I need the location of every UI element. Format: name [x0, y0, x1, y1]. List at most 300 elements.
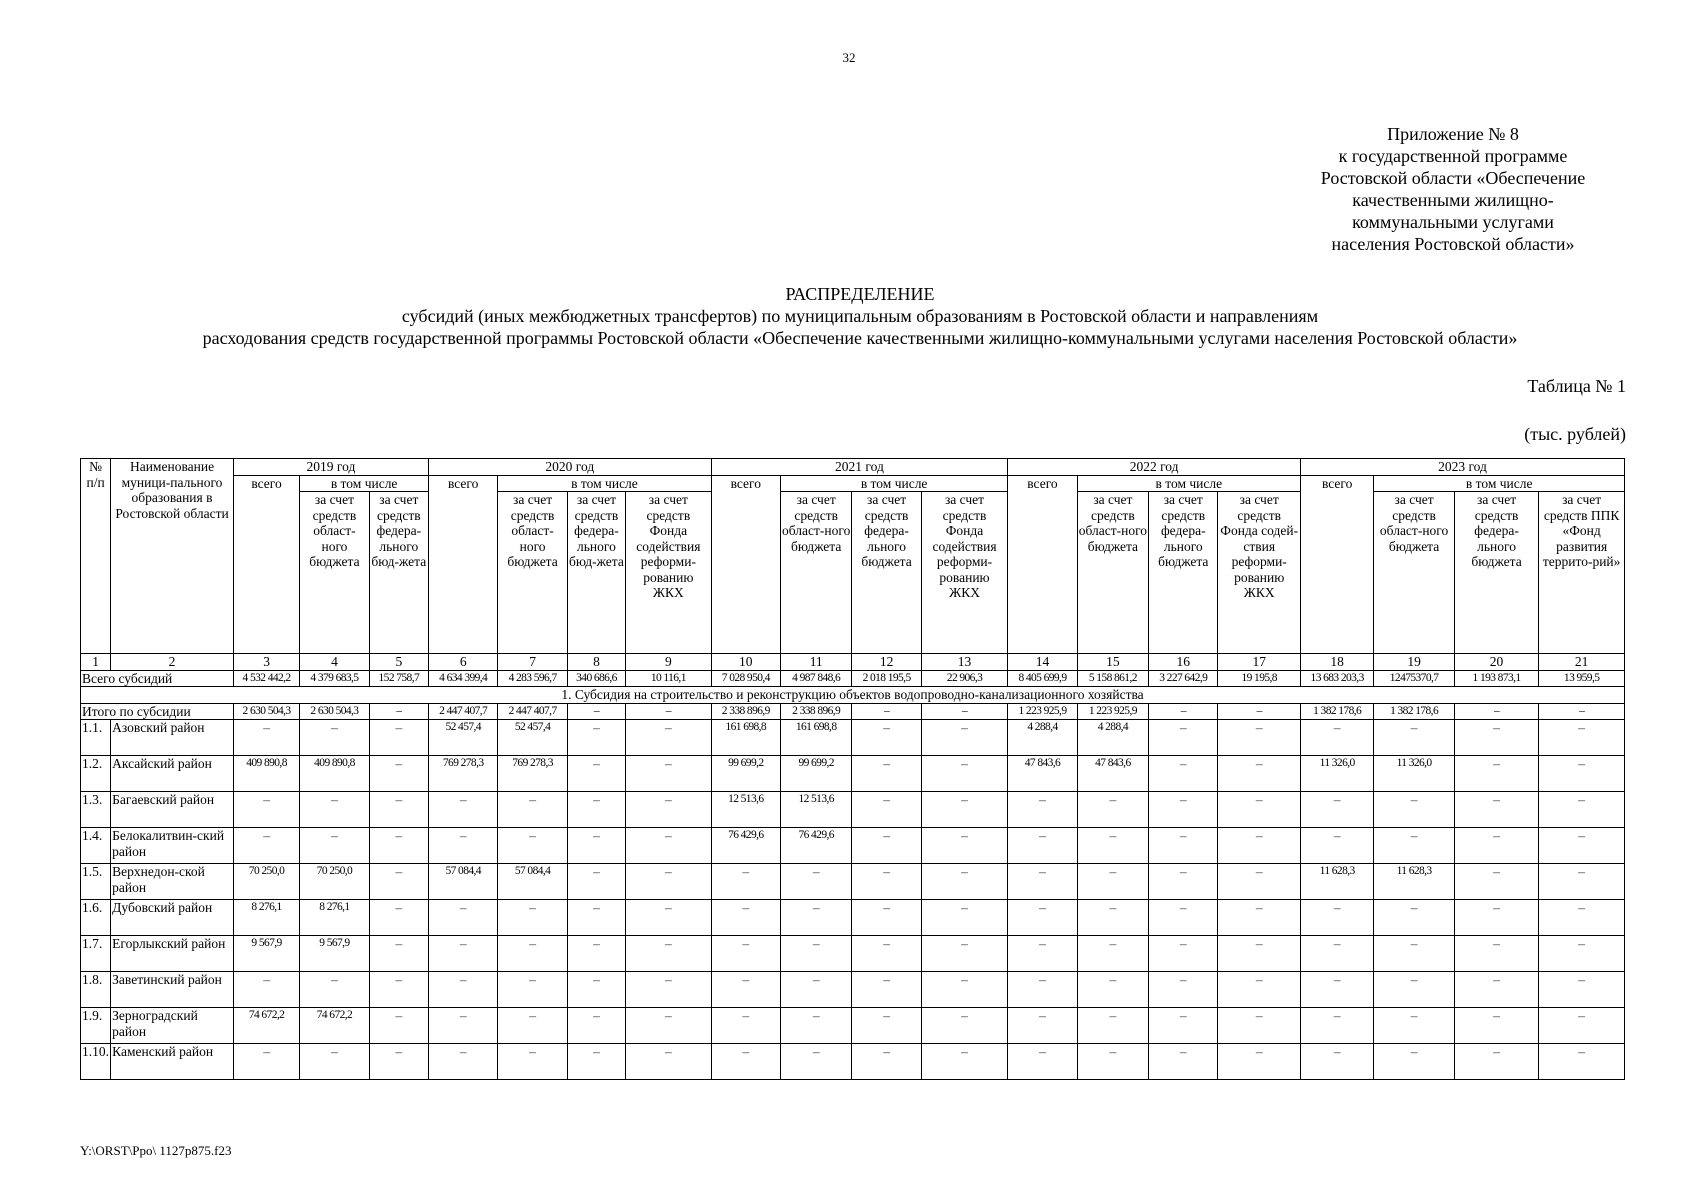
cell-value: –	[300, 828, 369, 864]
total-value: 5 158 861,2	[1077, 670, 1148, 687]
column-number: 12	[852, 654, 921, 671]
header-total: всего	[1008, 475, 1077, 654]
cell-value: –	[852, 936, 921, 972]
cell-value: –	[1374, 1008, 1454, 1044]
cell-value: –	[1218, 900, 1300, 936]
column-number: 13	[921, 654, 1008, 671]
table-row	[81, 720, 1625, 756]
cell-value: –	[1218, 972, 1300, 1008]
column-number: 1	[81, 654, 111, 671]
units-label: (тыс. рублей)	[1524, 424, 1626, 444]
cell-value: –	[1454, 972, 1538, 1008]
cell-value: –	[567, 972, 625, 1008]
cell-value: –	[1374, 900, 1454, 936]
cell-value: –	[626, 720, 711, 756]
header-year: 2021 год	[711, 459, 1008, 476]
cell-value: –	[921, 900, 1008, 936]
cell-value: –	[1539, 828, 1625, 864]
header-name: Наименование муници-пального образования в Ростовской области	[111, 459, 234, 654]
cell-value: –	[921, 792, 1008, 828]
column-number: 10	[711, 654, 780, 671]
header-total: всего	[1300, 475, 1373, 654]
cell-value: –	[369, 864, 428, 900]
cell-value: –	[626, 1008, 711, 1044]
cell-value: –	[1454, 936, 1538, 972]
cell-value: 47 843,6	[1008, 756, 1077, 792]
cell-value: –	[1539, 864, 1625, 900]
table-row	[81, 936, 1625, 972]
header-total: всего	[429, 475, 498, 654]
total-value: 13 959,5	[1539, 670, 1625, 687]
cell-value: 769 278,3	[498, 756, 567, 792]
section-total-value: –	[1218, 703, 1300, 720]
cell-value: –	[1539, 972, 1625, 1008]
cell-value: –	[1149, 864, 1218, 900]
total-value: 4 379 683,5	[300, 670, 369, 687]
cell-value: –	[1077, 1044, 1148, 1080]
cell-value: –	[921, 864, 1008, 900]
total-value: 2 018 195,5	[852, 670, 921, 687]
cell-value: 12 513,6	[711, 792, 780, 828]
cell-value: –	[300, 720, 369, 756]
municipality-name: Дубовский район	[111, 900, 234, 936]
annex-line: населения Ростовской области»	[1331, 234, 1575, 254]
cell-value: 8 276,1	[233, 900, 299, 936]
cell-value: 11 628,3	[1374, 864, 1454, 900]
cell-value: –	[1149, 900, 1218, 936]
header-federal: за счет средств федера-льного бюджета	[852, 492, 921, 654]
cell-value: –	[1149, 936, 1218, 972]
header-row-groups	[81, 475, 1625, 492]
section-total-value: 1 223 925,9	[1077, 703, 1148, 720]
header-incl: в том числе	[1077, 475, 1300, 492]
cell-value: –	[369, 900, 428, 936]
cell-value: –	[852, 720, 921, 756]
cell-value: 47 843,6	[1077, 756, 1148, 792]
total-value: 4 634 399,4	[429, 670, 498, 687]
row-number: 1.5.	[81, 864, 111, 900]
cell-value: –	[498, 1008, 567, 1044]
table-number: Таблица № 1	[1527, 376, 1626, 396]
cell-value: –	[852, 792, 921, 828]
cell-value: –	[711, 864, 780, 900]
cell-value: –	[1008, 972, 1077, 1008]
header-federal: за счет средств федера-льного бюд-жета	[567, 492, 625, 654]
section-total-value: 1 382 178,6	[1300, 703, 1373, 720]
cell-value: –	[1374, 720, 1454, 756]
cell-value: –	[1218, 1044, 1300, 1080]
cell-value: –	[300, 792, 369, 828]
cell-value: –	[1539, 1044, 1625, 1080]
cell-value: –	[1008, 792, 1077, 828]
cell-value: –	[567, 828, 625, 864]
municipality-name: Заветинский район	[111, 972, 234, 1008]
cell-value: –	[1149, 1008, 1218, 1044]
total-value: 4 987 848,6	[780, 670, 851, 687]
title-line: расходования средств государственной программы Ростовской области «Обеспечение качественными жилищно-коммунальными услугами населения Ростовской области»	[202, 328, 1518, 348]
header-fund: за счет средств Фонда содействия реформи-рованию ЖКХ	[921, 492, 1008, 654]
cell-value: –	[1454, 1008, 1538, 1044]
cell-value: –	[1077, 1008, 1148, 1044]
municipality-name: Багаевский район	[111, 792, 234, 828]
cell-value: –	[1077, 936, 1148, 972]
row-number: 1.6.	[81, 900, 111, 936]
cell-value: –	[1539, 936, 1625, 972]
title-line: РАСПРЕДЕЛЕНИЕ	[785, 284, 935, 304]
subsidy-table	[80, 458, 1625, 1080]
column-numbers-row	[81, 654, 1625, 671]
column-number: 17	[1218, 654, 1300, 671]
cell-value: –	[1539, 792, 1625, 828]
cell-value: –	[852, 1044, 921, 1080]
cell-value: –	[369, 792, 428, 828]
cell-value: –	[780, 900, 851, 936]
section-total-value: –	[921, 703, 1008, 720]
total-label: Всего субсидий	[81, 670, 234, 687]
cell-value: –	[1218, 864, 1300, 900]
cell-value: –	[1454, 720, 1538, 756]
page-number: 32	[842, 50, 856, 65]
cell-value: –	[1539, 756, 1625, 792]
annex-line: коммунальными услугами	[1352, 212, 1554, 232]
cell-value: –	[1539, 720, 1625, 756]
row-number: 1.1.	[81, 720, 111, 756]
header-row-years	[81, 459, 1625, 476]
cell-value: –	[1539, 900, 1625, 936]
cell-value: –	[429, 1044, 498, 1080]
cell-value: –	[626, 756, 711, 792]
section-total-value: 1 223 925,9	[1008, 703, 1077, 720]
cell-value: 409 890,8	[233, 756, 299, 792]
total-value: 340 686,6	[567, 670, 625, 687]
column-number: 9	[626, 654, 711, 671]
section-total-value: 2 338 896,9	[780, 703, 851, 720]
cell-value: 70 250,0	[233, 864, 299, 900]
total-value: 1 193 873,1	[1454, 670, 1538, 687]
cell-value: –	[1374, 936, 1454, 972]
header-regional: за счет средств област-ного бюджета	[1077, 492, 1148, 654]
total-value: 4 532 442,2	[233, 670, 299, 687]
column-number: 21	[1539, 654, 1625, 671]
section-total-value: 2 338 896,9	[711, 703, 780, 720]
cell-value: –	[498, 1044, 567, 1080]
cell-value: 161 698,8	[780, 720, 851, 756]
cell-value: –	[233, 792, 299, 828]
cell-value: –	[1008, 900, 1077, 936]
cell-value: –	[626, 972, 711, 1008]
cell-value: 76 429,6	[711, 828, 780, 864]
cell-value: –	[1008, 1044, 1077, 1080]
section-total-value: 2 630 504,3	[300, 703, 369, 720]
annex-line: Приложение № 8	[1387, 124, 1519, 144]
cell-value: –	[1300, 936, 1373, 972]
cell-value: –	[498, 936, 567, 972]
cell-value: –	[369, 828, 428, 864]
municipality-name: Зерноградский район	[111, 1008, 234, 1044]
cell-value: –	[1218, 936, 1300, 972]
cell-value: –	[567, 1044, 625, 1080]
cell-value: –	[1374, 972, 1454, 1008]
column-number: 4	[300, 654, 369, 671]
cell-value: 769 278,3	[429, 756, 498, 792]
cell-value: –	[300, 1044, 369, 1080]
header-total: всего	[233, 475, 299, 654]
cell-value: –	[852, 972, 921, 1008]
cell-value: –	[852, 756, 921, 792]
table-row	[81, 972, 1625, 1008]
cell-value: –	[852, 900, 921, 936]
header-incl: в том числе	[498, 475, 711, 492]
cell-value: –	[567, 864, 625, 900]
header-federal: за счет средств федера-льного бюд-жета	[369, 492, 428, 654]
total-value: 10 116,1	[626, 670, 711, 687]
column-number: 20	[1454, 654, 1538, 671]
table-row	[81, 1008, 1625, 1044]
cell-value: –	[1149, 972, 1218, 1008]
header-year: 2023 год	[1300, 459, 1624, 476]
section-total-value: 2 447 407,7	[498, 703, 567, 720]
cell-value: –	[1454, 828, 1538, 864]
cell-value: –	[1008, 936, 1077, 972]
cell-value: –	[498, 828, 567, 864]
cell-value: –	[369, 936, 428, 972]
cell-value: –	[1008, 864, 1077, 900]
header-regional: за счет средств област-ного бюджета	[498, 492, 567, 654]
cell-value: –	[1454, 792, 1538, 828]
cell-value: 57 084,4	[498, 864, 567, 900]
cell-value: –	[921, 756, 1008, 792]
cell-value: –	[626, 900, 711, 936]
municipality-name: Верхнедон-ской район	[111, 864, 234, 900]
table-row	[81, 864, 1625, 900]
section-total-value: –	[567, 703, 625, 720]
cell-value: –	[1218, 828, 1300, 864]
column-number: 7	[498, 654, 567, 671]
header-fund: за счет средств Фонда содействия реформи-рованию ЖКХ	[626, 492, 711, 654]
municipality-name: Егорлыкский район	[111, 936, 234, 972]
municipality-name: Белокалитвин-ский район	[111, 828, 234, 864]
cell-value: –	[567, 936, 625, 972]
column-number: 2	[111, 654, 234, 671]
cell-value: –	[1077, 864, 1148, 900]
cell-value: –	[626, 828, 711, 864]
cell-value: –	[626, 792, 711, 828]
municipality-name: Азовский район	[111, 720, 234, 756]
cell-value: –	[369, 1044, 428, 1080]
header-federal: за счет средств федера-льного бюджета	[1454, 492, 1538, 654]
row-number: 1.9.	[81, 1008, 111, 1044]
cell-value: –	[780, 936, 851, 972]
cell-value: –	[369, 720, 428, 756]
section-total-value: –	[1539, 703, 1625, 720]
cell-value: 11 326,0	[1374, 756, 1454, 792]
header-incl: в том числе	[780, 475, 1007, 492]
column-number: 18	[1300, 654, 1373, 671]
cell-value: 409 890,8	[300, 756, 369, 792]
column-number: 11	[780, 654, 851, 671]
section-row	[81, 687, 1625, 704]
cell-value: –	[233, 972, 299, 1008]
cell-value: 52 457,4	[429, 720, 498, 756]
title-line: субсидий (иных межбюджетных трансфертов) по муниципальным образованиям в Ростовской области и направлениям	[401, 306, 1319, 326]
cell-value: –	[1149, 792, 1218, 828]
header-ppk: за счет средств ППК «Фонд развития террито-рий»	[1539, 492, 1625, 654]
section-total-value: –	[1454, 703, 1538, 720]
column-number: 19	[1374, 654, 1454, 671]
cell-value: –	[567, 792, 625, 828]
total-value: 13 683 203,3	[1300, 670, 1373, 687]
cell-value: –	[369, 1008, 428, 1044]
cell-value: –	[233, 828, 299, 864]
table-row	[81, 1044, 1625, 1080]
cell-value: –	[1300, 1044, 1373, 1080]
row-number: 1.3.	[81, 792, 111, 828]
cell-value: –	[300, 972, 369, 1008]
header-year: 2019 год	[233, 459, 428, 476]
total-value: 7 028 950,4	[711, 670, 780, 687]
section-total-value: 2 630 504,3	[233, 703, 299, 720]
cell-value: –	[780, 1044, 851, 1080]
cell-value: –	[780, 972, 851, 1008]
cell-value: –	[852, 864, 921, 900]
total-value: 19 195,8	[1218, 670, 1300, 687]
cell-value: 57 084,4	[429, 864, 498, 900]
cell-value: –	[1374, 1044, 1454, 1080]
cell-value: –	[852, 1008, 921, 1044]
cell-value: –	[567, 720, 625, 756]
annex-line: Ростовской области «Обеспечение	[1320, 168, 1586, 188]
total-value: 12475370,7	[1374, 670, 1454, 687]
cell-value: 99 699,2	[711, 756, 780, 792]
row-number: 1.10.	[81, 1044, 111, 1080]
header-incl: в том числе	[1374, 475, 1625, 492]
header-num: № п/п	[81, 459, 111, 654]
cell-value: –	[780, 864, 851, 900]
cell-value: –	[1300, 972, 1373, 1008]
cell-value: –	[921, 972, 1008, 1008]
column-number: 14	[1008, 654, 1077, 671]
cell-value: –	[233, 720, 299, 756]
section-total-value: –	[852, 703, 921, 720]
cell-value: 11 326,0	[1300, 756, 1373, 792]
cell-value: –	[711, 972, 780, 1008]
cell-value: –	[1454, 1044, 1538, 1080]
cell-value: –	[1218, 756, 1300, 792]
cell-value: –	[498, 792, 567, 828]
cell-value: –	[1149, 828, 1218, 864]
cell-value: –	[1454, 900, 1538, 936]
cell-value: –	[233, 1044, 299, 1080]
cell-value: –	[1300, 1008, 1373, 1044]
cell-value: 52 457,4	[498, 720, 567, 756]
column-number: 15	[1077, 654, 1148, 671]
cell-value: –	[852, 828, 921, 864]
cell-value: –	[711, 936, 780, 972]
cell-value: –	[1218, 792, 1300, 828]
total-value: 3 227 642,9	[1149, 670, 1218, 687]
header-row-sources	[81, 492, 1625, 654]
table-row	[81, 792, 1625, 828]
row-number: 1.8.	[81, 972, 111, 1008]
total-value: 8 405 699,9	[1008, 670, 1077, 687]
cell-value: –	[1539, 1008, 1625, 1044]
cell-value: –	[429, 828, 498, 864]
document-title	[80, 283, 1640, 349]
cell-value: –	[498, 900, 567, 936]
section-title: 1. Субсидия на строительство и реконструкцию объектов водопроводно-канализационного хозяйства	[81, 687, 1625, 704]
cell-value: –	[1149, 720, 1218, 756]
section-total-value: 1 382 178,6	[1374, 703, 1454, 720]
section-total-value: –	[1149, 703, 1218, 720]
file-path-footer: Y:\ORST\Ppo\ 1127p875.f23	[80, 1143, 232, 1158]
cell-value: 9 567,9	[300, 936, 369, 972]
cell-value: –	[711, 900, 780, 936]
cell-value: 74 672,2	[233, 1008, 299, 1044]
cell-value: –	[921, 936, 1008, 972]
cell-value: –	[1300, 900, 1373, 936]
section-total-value: 2 447 407,7	[429, 703, 498, 720]
cell-value: –	[1077, 900, 1148, 936]
cell-value: –	[1077, 792, 1148, 828]
column-number: 6	[429, 654, 498, 671]
cell-value: 12 513,6	[780, 792, 851, 828]
header-year: 2020 год	[429, 459, 712, 476]
column-number: 5	[369, 654, 428, 671]
cell-value: –	[921, 1008, 1008, 1044]
section-total-label: Итого по субсидии	[81, 703, 234, 720]
municipality-name: Каменский район	[111, 1044, 234, 1080]
header-year: 2022 год	[1008, 459, 1301, 476]
header-regional: за счет средств област-ного бюджета	[300, 492, 369, 654]
total-row	[81, 670, 1625, 687]
header-fund: за счет средств Фонда содей-ствия реформи-рованию ЖКХ	[1218, 492, 1300, 654]
cell-value: –	[1218, 720, 1300, 756]
cell-value: –	[626, 864, 711, 900]
cell-value: –	[921, 720, 1008, 756]
cell-value: –	[429, 792, 498, 828]
cell-value: –	[498, 972, 567, 1008]
cell-value: –	[429, 936, 498, 972]
cell-value: 76 429,6	[780, 828, 851, 864]
header-federal: за счет средств федера-льного бюджета	[1149, 492, 1218, 654]
table-row	[81, 756, 1625, 792]
cell-value: –	[626, 936, 711, 972]
cell-value: –	[780, 1008, 851, 1044]
annex-line: к государственной программе	[1338, 146, 1568, 166]
cell-value: –	[1374, 792, 1454, 828]
cell-value: –	[369, 756, 428, 792]
total-value: 4 283 596,7	[498, 670, 567, 687]
cell-value: –	[429, 1008, 498, 1044]
table-row	[81, 900, 1625, 936]
cell-value: 9 567,9	[233, 936, 299, 972]
cell-value: –	[567, 900, 625, 936]
header-regional: за счет средств област-ного бюджета	[780, 492, 851, 654]
section-total-row	[81, 703, 1625, 720]
cell-value: –	[921, 1044, 1008, 1080]
cell-value: 70 250,0	[300, 864, 369, 900]
cell-value: –	[369, 972, 428, 1008]
cell-value: 99 699,2	[780, 756, 851, 792]
cell-value: –	[1374, 828, 1454, 864]
cell-value: –	[1008, 1008, 1077, 1044]
cell-value: 8 276,1	[300, 900, 369, 936]
cell-value: –	[1218, 1008, 1300, 1044]
cell-value: –	[1149, 756, 1218, 792]
cell-value: –	[711, 1008, 780, 1044]
cell-value: –	[1300, 720, 1373, 756]
total-value: 152 758,7	[369, 670, 428, 687]
